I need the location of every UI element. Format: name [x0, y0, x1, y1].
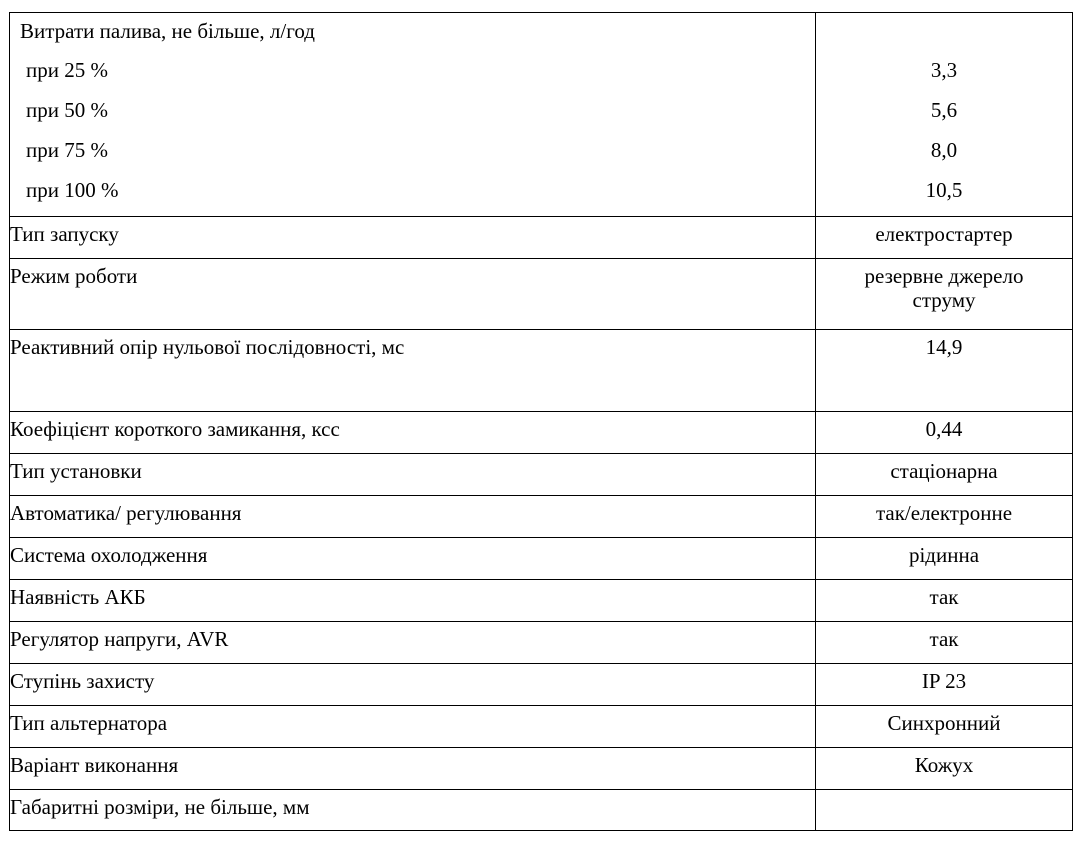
row-label: Режим роботи	[10, 259, 816, 330]
row-label: Тип альтернатора	[10, 706, 816, 748]
row-label: Тип установки	[10, 454, 816, 496]
row-value: 0,44	[816, 412, 1073, 454]
table-row	[10, 330, 1073, 412]
table-row	[10, 706, 1073, 748]
table-row	[10, 412, 1073, 454]
row-label: Автоматика/ регулювання	[10, 496, 816, 538]
fuel-load-label: при 25 %	[26, 58, 108, 82]
row-label: Ступінь захисту	[10, 664, 816, 706]
table-row	[10, 496, 1073, 538]
row-value: так/електронне	[816, 496, 1073, 538]
row-value: стаціонарна	[816, 454, 1073, 496]
fuel-consumption-title: Витрати палива, не більше, л/год	[20, 19, 315, 43]
fuel-load-value: 8,0	[930, 138, 958, 162]
fuel-load-label: при 50 %	[26, 98, 108, 122]
table-row	[10, 580, 1073, 622]
row-value: Кожух	[816, 748, 1073, 790]
row-value: резервне джерело струму	[816, 259, 1073, 330]
row-label: Система охолодження	[10, 538, 816, 580]
table-row	[10, 664, 1073, 706]
row-value: рідинна	[816, 538, 1073, 580]
table-row	[10, 454, 1073, 496]
row-value	[816, 790, 1073, 831]
row-label: Габаритні розміри, не більше, мм	[10, 790, 816, 831]
row-value: електростартер	[816, 217, 1073, 259]
table-row-fuel-consumption	[10, 13, 1073, 217]
table-row	[10, 748, 1073, 790]
row-value: так	[816, 580, 1073, 622]
fuel-load-label: при 100 %	[26, 178, 119, 202]
fuel-value-cell	[816, 13, 1073, 217]
table-row	[10, 217, 1073, 259]
table-row	[10, 538, 1073, 580]
fuel-label-cell	[10, 13, 816, 217]
specifications-table	[9, 12, 1073, 831]
row-value: Синхронний	[816, 706, 1073, 748]
row-label: Варіант виконання	[10, 748, 816, 790]
table-row	[10, 790, 1073, 831]
row-value: IP 23	[816, 664, 1073, 706]
fuel-load-value: 3,3	[930, 58, 958, 82]
row-label: Коефіцієнт короткого замикання, ксс	[10, 412, 816, 454]
row-value: 14,9	[816, 330, 1073, 412]
row-value: так	[816, 622, 1073, 664]
row-label: Тип запуску	[10, 217, 816, 259]
fuel-load-value: 10,5	[925, 178, 963, 202]
row-label: Наявність АКБ	[10, 580, 816, 622]
fuel-load-value: 5,6	[930, 98, 958, 122]
fuel-load-label: при 75 %	[26, 138, 108, 162]
row-label: Реактивний опір нульової послідовності, мс	[10, 330, 816, 412]
row-label: Регулятор напруги, AVR	[10, 622, 816, 664]
table-row	[10, 622, 1073, 664]
table-row	[10, 259, 1073, 330]
